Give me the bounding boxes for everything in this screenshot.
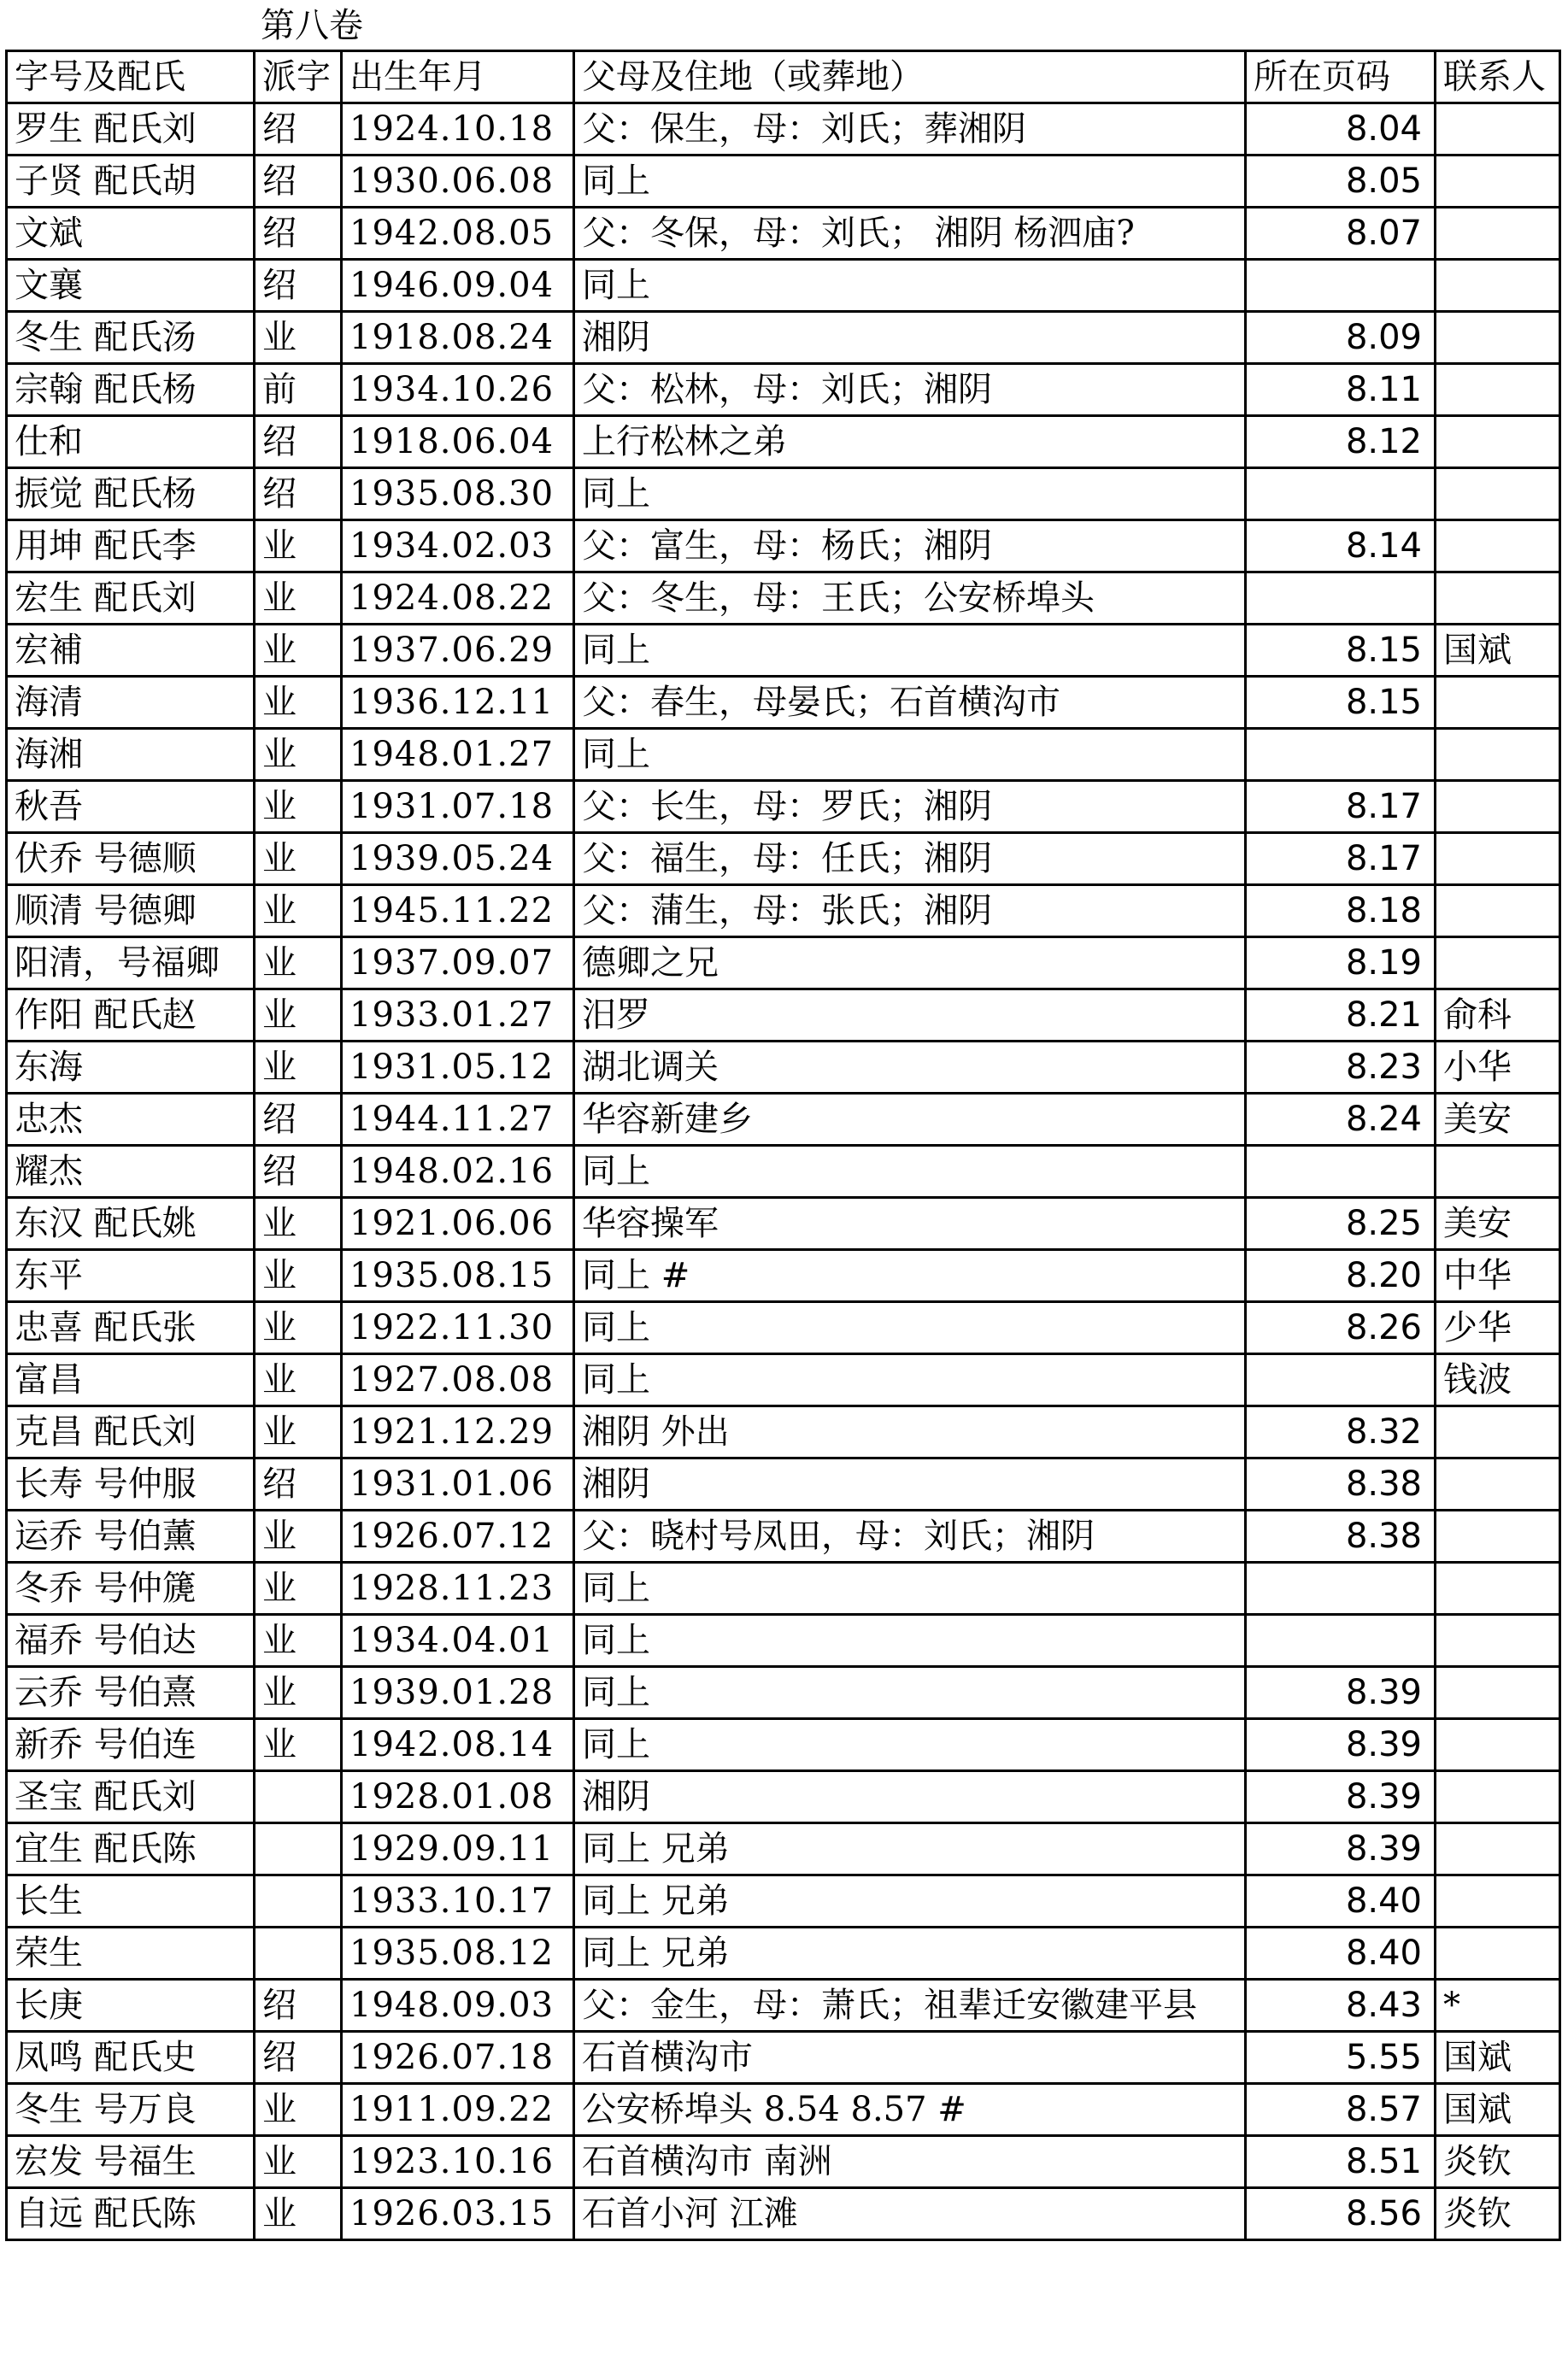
cell-name: 宏发 号福生 xyxy=(7,2136,255,2188)
cell-parents-residence: 同上 兄弟 xyxy=(574,1928,1246,1980)
cell-birth-date: 1921.12.29 xyxy=(342,1406,574,1458)
cell-parents-residence: 父：长生，母：罗氏；湘阴 xyxy=(574,781,1246,833)
cell-birth-date: 1924.08.22 xyxy=(342,572,574,625)
table-row xyxy=(7,937,1560,989)
cell-contact xyxy=(1436,1146,1560,1198)
table-row xyxy=(7,1406,1560,1458)
cell-name: 云乔 号伯熹 xyxy=(7,1667,255,1719)
table-row xyxy=(7,1511,1560,1563)
cell-name: 耀杰 xyxy=(7,1146,255,1198)
cell-generation-char: 绍 xyxy=(255,1980,342,2032)
cell-contact xyxy=(1436,1771,1560,1823)
cell-page-number xyxy=(1246,1354,1436,1406)
cell-birth-date: 1918.06.04 xyxy=(342,416,574,468)
cell-contact xyxy=(1436,1875,1560,1928)
cell-generation-char: 业 xyxy=(255,1511,342,1563)
cell-parents-residence: 同上 xyxy=(574,729,1246,781)
cell-birth-date: 1929.09.11 xyxy=(342,1823,574,1875)
cell-parents-residence: 石首小河 江滩 xyxy=(574,2188,1246,2240)
cell-birth-date: 1911.09.22 xyxy=(342,2084,574,2136)
cell-name: 冬生 配氏汤 xyxy=(7,312,255,364)
cell-parents-residence: 同上 xyxy=(574,1667,1246,1719)
volume-title: 第八卷 xyxy=(261,6,363,45)
cell-contact: 国斌 xyxy=(1436,625,1560,677)
cell-page-number xyxy=(1246,1146,1436,1198)
cell-contact xyxy=(1436,1719,1560,1771)
cell-parents-residence: 同上 兄弟 xyxy=(574,1875,1246,1928)
cell-generation-char: 业 xyxy=(255,677,342,729)
cell-parents-residence: 公安桥埠头 8.54 8.57 # xyxy=(574,2084,1246,2136)
cell-name: 冬生 号万良 xyxy=(7,2084,255,2136)
cell-contact xyxy=(1436,781,1560,833)
table-row xyxy=(7,1146,1560,1198)
cell-birth-date: 1937.09.07 xyxy=(342,937,574,989)
cell-parents-residence: 父：晓村号凤田，母：刘氏；湘阴 xyxy=(574,1511,1246,1563)
table-row xyxy=(7,989,1560,1042)
cell-birth-date: 1931.01.06 xyxy=(342,1458,574,1511)
cell-page-number: 8.38 xyxy=(1246,1458,1436,1511)
cell-contact xyxy=(1436,312,1560,364)
cell-page-number: 8.39 xyxy=(1246,1823,1436,1875)
cell-contact: 钱波 xyxy=(1436,1354,1560,1406)
table-row xyxy=(7,1458,1560,1511)
cell-generation-char: 绍 xyxy=(255,1094,342,1146)
table-row xyxy=(7,364,1560,416)
cell-contact: 炎钦 xyxy=(1436,2136,1560,2188)
cell-generation-char: 业 xyxy=(255,729,342,781)
table-row xyxy=(7,1354,1560,1406)
cell-contact xyxy=(1436,1823,1560,1875)
cell-contact xyxy=(1436,520,1560,572)
cell-parents-residence: 父：富生，母：杨氏；湘阴 xyxy=(574,520,1246,572)
cell-birth-date: 1922.11.30 xyxy=(342,1302,574,1354)
cell-name: 海清 xyxy=(7,677,255,729)
cell-page-number: 8.39 xyxy=(1246,1667,1436,1719)
cell-name: 自远 配氏陈 xyxy=(7,2188,255,2240)
header-parents-residence: 父母及住地（或葬地） xyxy=(574,51,1246,103)
table-row xyxy=(7,1823,1560,1875)
cell-generation-char: 业 xyxy=(255,833,342,885)
cell-parents-residence: 石首横沟市 xyxy=(574,2032,1246,2084)
cell-contact xyxy=(1436,416,1560,468)
table-row xyxy=(7,1980,1560,2032)
cell-page-number xyxy=(1246,729,1436,781)
table-row xyxy=(7,2188,1560,2240)
cell-generation-char: 业 xyxy=(255,625,342,677)
cell-parents-residence: 湘阴 xyxy=(574,312,1246,364)
cell-contact xyxy=(1436,1563,1560,1615)
cell-birth-date: 1926.03.15 xyxy=(342,2188,574,2240)
cell-birth-date: 1945.11.22 xyxy=(342,885,574,937)
cell-page-number: 8.19 xyxy=(1246,937,1436,989)
cell-generation-char: 业 xyxy=(255,937,342,989)
cell-birth-date: 1931.07.18 xyxy=(342,781,574,833)
cell-name: 阳清，号福卿 xyxy=(7,937,255,989)
cell-name: 文斌 xyxy=(7,208,255,260)
header-name: 字号及配氏 xyxy=(7,51,255,103)
cell-page-number: 8.39 xyxy=(1246,1719,1436,1771)
cell-birth-date: 1928.01.08 xyxy=(342,1771,574,1823)
cell-name: 振觉 配氏杨 xyxy=(7,468,255,520)
table-row xyxy=(7,1928,1560,1980)
cell-generation-char: 绍 xyxy=(255,468,342,520)
cell-generation-char: 绍 xyxy=(255,416,342,468)
cell-page-number: 8.04 xyxy=(1246,103,1436,156)
cell-name: 长庚 xyxy=(7,1980,255,2032)
cell-page-number: 8.05 xyxy=(1246,156,1436,208)
cell-generation-char: 绍 xyxy=(255,260,342,312)
cell-generation-char: 业 xyxy=(255,2084,342,2136)
cell-name: 秋吾 xyxy=(7,781,255,833)
cell-parents-residence: 父：金生，母：萧氏；祖辈迁安徽建平县 xyxy=(574,1980,1246,2032)
cell-contact: 国斌 xyxy=(1436,2032,1560,2084)
table-row xyxy=(7,312,1560,364)
cell-contact xyxy=(1436,208,1560,260)
cell-contact xyxy=(1436,156,1560,208)
cell-parents-residence: 同上 xyxy=(574,1719,1246,1771)
cell-parents-residence: 父：福生，母：任氏；湘阴 xyxy=(574,833,1246,885)
cell-parents-residence: 同上 xyxy=(574,1146,1246,1198)
cell-generation-char: 业 xyxy=(255,781,342,833)
cell-name: 宗翰 配氏杨 xyxy=(7,364,255,416)
cell-birth-date: 1930.06.08 xyxy=(342,156,574,208)
cell-birth-date: 1934.02.03 xyxy=(342,520,574,572)
cell-contact: 美安 xyxy=(1436,1198,1560,1250)
cell-page-number: 8.15 xyxy=(1246,625,1436,677)
cell-parents-residence: 父：保生，母：刘氏；葬湘阴 xyxy=(574,103,1246,156)
cell-birth-date: 1937.06.29 xyxy=(342,625,574,677)
cell-birth-date: 1944.11.27 xyxy=(342,1094,574,1146)
cell-generation-char: 业 xyxy=(255,1615,342,1667)
cell-generation-char: 业 xyxy=(255,1042,342,1094)
cell-birth-date: 1935.08.30 xyxy=(342,468,574,520)
cell-generation-char: 前 xyxy=(255,364,342,416)
cell-contact xyxy=(1436,885,1560,937)
cell-name: 文襄 xyxy=(7,260,255,312)
cell-page-number: 8.51 xyxy=(1246,2136,1436,2188)
table-row xyxy=(7,2084,1560,2136)
cell-parents-residence: 同上 # xyxy=(574,1250,1246,1302)
cell-name: 仕和 xyxy=(7,416,255,468)
cell-birth-date: 1948.01.27 xyxy=(342,729,574,781)
cell-page-number xyxy=(1246,572,1436,625)
cell-birth-date: 1948.09.03 xyxy=(342,1980,574,2032)
table-row xyxy=(7,781,1560,833)
cell-generation-char: 业 xyxy=(255,1354,342,1406)
cell-birth-date: 1928.11.23 xyxy=(342,1563,574,1615)
cell-birth-date: 1946.09.04 xyxy=(342,260,574,312)
cell-name: 新乔 号伯连 xyxy=(7,1719,255,1771)
table-row xyxy=(7,572,1560,625)
cell-contact: 中华 xyxy=(1436,1250,1560,1302)
cell-contact: 炎钦 xyxy=(1436,2188,1560,2240)
cell-name: 顺清 号德卿 xyxy=(7,885,255,937)
cell-page-number: 8.56 xyxy=(1246,2188,1436,2240)
cell-contact xyxy=(1436,572,1560,625)
cell-generation-char: 业 xyxy=(255,1250,342,1302)
cell-generation-char: 业 xyxy=(255,1302,342,1354)
cell-name: 子贤 配氏胡 xyxy=(7,156,255,208)
cell-generation-char: 业 xyxy=(255,1719,342,1771)
table-row xyxy=(7,2136,1560,2188)
cell-birth-date: 1918.08.24 xyxy=(342,312,574,364)
cell-contact xyxy=(1436,1458,1560,1511)
cell-birth-date: 1948.02.16 xyxy=(342,1146,574,1198)
cell-generation-char: 业 xyxy=(255,520,342,572)
cell-generation-char: 绍 xyxy=(255,1458,342,1511)
cell-parents-residence: 父：春生，母晏氏；石首横沟市 xyxy=(574,677,1246,729)
genealogy-table xyxy=(5,50,1561,2241)
cell-page-number: 8.17 xyxy=(1246,781,1436,833)
cell-parents-residence: 同上 xyxy=(574,1302,1246,1354)
cell-name: 富昌 xyxy=(7,1354,255,1406)
cell-page-number: 8.23 xyxy=(1246,1042,1436,1094)
cell-contact xyxy=(1436,1667,1560,1719)
cell-generation-char: 业 xyxy=(255,1406,342,1458)
cell-page-number: 8.14 xyxy=(1246,520,1436,572)
cell-generation-char: 业 xyxy=(255,1563,342,1615)
cell-parents-residence: 同上 xyxy=(574,1354,1246,1406)
cell-generation-char: 绍 xyxy=(255,208,342,260)
table-row xyxy=(7,1563,1560,1615)
table-row xyxy=(7,1615,1560,1667)
cell-birth-date: 1942.08.14 xyxy=(342,1719,574,1771)
cell-birth-date: 1935.08.15 xyxy=(342,1250,574,1302)
cell-page-number: 5.55 xyxy=(1246,2032,1436,2084)
table-row xyxy=(7,1875,1560,1928)
cell-birth-date: 1926.07.18 xyxy=(342,2032,574,2084)
cell-name: 克昌 配氏刘 xyxy=(7,1406,255,1458)
cell-generation-char: 业 xyxy=(255,312,342,364)
cell-generation-char: 业 xyxy=(255,1198,342,1250)
cell-name: 长生 xyxy=(7,1875,255,1928)
cell-birth-date: 1924.10.18 xyxy=(342,103,574,156)
cell-parents-residence: 同上 xyxy=(574,468,1246,520)
cell-generation-char xyxy=(255,1928,342,1980)
cell-parents-residence: 湘阴 xyxy=(574,1771,1246,1823)
cell-page-number: 8.40 xyxy=(1246,1928,1436,1980)
table-row xyxy=(7,468,1560,520)
cell-parents-residence: 汨罗 xyxy=(574,989,1246,1042)
cell-contact xyxy=(1436,468,1560,520)
cell-birth-date: 1939.05.24 xyxy=(342,833,574,885)
table-row xyxy=(7,208,1560,260)
cell-generation-char: 绍 xyxy=(255,2032,342,2084)
cell-contact xyxy=(1436,1928,1560,1980)
table-row xyxy=(7,833,1560,885)
cell-name: 东平 xyxy=(7,1250,255,1302)
header-contact: 联系人 xyxy=(1436,51,1560,103)
cell-name: 福乔 号伯达 xyxy=(7,1615,255,1667)
cell-page-number: 8.11 xyxy=(1246,364,1436,416)
table-row xyxy=(7,260,1560,312)
cell-page-number xyxy=(1246,1615,1436,1667)
cell-page-number: 8.40 xyxy=(1246,1875,1436,1928)
cell-page-number: 8.32 xyxy=(1246,1406,1436,1458)
cell-generation-char: 绍 xyxy=(255,156,342,208)
cell-parents-residence: 同上 xyxy=(574,625,1246,677)
header-generation-char: 派字 xyxy=(255,51,342,103)
cell-contact xyxy=(1436,1511,1560,1563)
cell-generation-char xyxy=(255,1771,342,1823)
cell-page-number: 8.20 xyxy=(1246,1250,1436,1302)
table-row xyxy=(7,729,1560,781)
cell-birth-date: 1933.01.27 xyxy=(342,989,574,1042)
cell-name: 东海 xyxy=(7,1042,255,1094)
cell-birth-date: 1939.01.28 xyxy=(342,1667,574,1719)
cell-name: 圣宝 配氏刘 xyxy=(7,1771,255,1823)
cell-birth-date: 1926.07.12 xyxy=(342,1511,574,1563)
cell-contact: 小华 xyxy=(1436,1042,1560,1094)
cell-generation-char: 业 xyxy=(255,989,342,1042)
table-row xyxy=(7,885,1560,937)
table-row xyxy=(7,1667,1560,1719)
cell-name: 运乔 号伯薰 xyxy=(7,1511,255,1563)
cell-page-number: 8.07 xyxy=(1246,208,1436,260)
cell-contact: 少华 xyxy=(1436,1302,1560,1354)
cell-birth-date: 1927.08.08 xyxy=(342,1354,574,1406)
table-row xyxy=(7,1719,1560,1771)
cell-birth-date: 1923.10.16 xyxy=(342,2136,574,2188)
cell-name: 宏補 xyxy=(7,625,255,677)
cell-parents-residence: 华容操军 xyxy=(574,1198,1246,1250)
cell-parents-residence: 湘阴 xyxy=(574,1458,1246,1511)
table-row xyxy=(7,1771,1560,1823)
cell-name: 罗生 配氏刘 xyxy=(7,103,255,156)
table-row xyxy=(7,416,1560,468)
cell-generation-char xyxy=(255,1875,342,1928)
table-row xyxy=(7,1250,1560,1302)
cell-parents-residence: 石首横沟市 南洲 xyxy=(574,2136,1246,2188)
cell-page-number xyxy=(1246,260,1436,312)
cell-parents-residence: 湘阴 外出 xyxy=(574,1406,1246,1458)
table-row xyxy=(7,2032,1560,2084)
cell-page-number: 8.24 xyxy=(1246,1094,1436,1146)
cell-birth-date: 1934.10.26 xyxy=(342,364,574,416)
cell-generation-char: 业 xyxy=(255,885,342,937)
cell-page-number: 8.15 xyxy=(1246,677,1436,729)
table-row xyxy=(7,156,1560,208)
table-row xyxy=(7,103,1560,156)
cell-page-number xyxy=(1246,1563,1436,1615)
cell-birth-date: 1942.08.05 xyxy=(342,208,574,260)
cell-contact: 俞科 xyxy=(1436,989,1560,1042)
cell-parents-residence: 上行松林之弟 xyxy=(574,416,1246,468)
cell-parents-residence: 父：蒲生，母：张氏；湘阴 xyxy=(574,885,1246,937)
cell-parents-residence: 同上 xyxy=(574,156,1246,208)
cell-name: 长寿 号仲服 xyxy=(7,1458,255,1511)
cell-name: 海湘 xyxy=(7,729,255,781)
table-row xyxy=(7,520,1560,572)
cell-name: 荣生 xyxy=(7,1928,255,1980)
cell-parents-residence: 父：冬保，母：刘氏； 湘阴 杨泗庙? xyxy=(574,208,1246,260)
cell-birth-date: 1931.05.12 xyxy=(342,1042,574,1094)
cell-contact xyxy=(1436,364,1560,416)
cell-birth-date: 1933.10.17 xyxy=(342,1875,574,1928)
header-page-number: 所在页码 xyxy=(1246,51,1436,103)
cell-contact xyxy=(1436,833,1560,885)
cell-parents-residence: 华容新建乡 xyxy=(574,1094,1246,1146)
cell-page-number xyxy=(1246,468,1436,520)
cell-parents-residence: 同上 兄弟 xyxy=(574,1823,1246,1875)
cell-parents-residence: 同上 xyxy=(574,1615,1246,1667)
cell-page-number: 8.21 xyxy=(1246,989,1436,1042)
cell-contact xyxy=(1436,1406,1560,1458)
cell-generation-char: 绍 xyxy=(255,103,342,156)
cell-parents-residence: 父：冬生，母：王氏；公安桥埠头 xyxy=(574,572,1246,625)
cell-name: 冬乔 号仲篪 xyxy=(7,1563,255,1615)
cell-birth-date: 1921.06.06 xyxy=(342,1198,574,1250)
cell-birth-date: 1936.12.11 xyxy=(342,677,574,729)
table-row xyxy=(7,1302,1560,1354)
cell-generation-char: 绍 xyxy=(255,1146,342,1198)
cell-parents-residence: 同上 xyxy=(574,1563,1246,1615)
cell-parents-residence: 德卿之兄 xyxy=(574,937,1246,989)
table-row xyxy=(7,1094,1560,1146)
cell-page-number: 8.39 xyxy=(1246,1771,1436,1823)
cell-contact: 国斌 xyxy=(1436,2084,1560,2136)
cell-page-number: 8.57 xyxy=(1246,2084,1436,2136)
cell-generation-char xyxy=(255,1823,342,1875)
cell-name: 作阳 配氏赵 xyxy=(7,989,255,1042)
cell-name: 伏乔 号德顺 xyxy=(7,833,255,885)
cell-name: 凤鸣 配氏史 xyxy=(7,2032,255,2084)
cell-name: 忠喜 配氏张 xyxy=(7,1302,255,1354)
cell-name: 忠杰 xyxy=(7,1094,255,1146)
cell-contact xyxy=(1436,1615,1560,1667)
cell-contact xyxy=(1436,103,1560,156)
cell-page-number: 8.43 xyxy=(1246,1980,1436,2032)
cell-page-number: 8.38 xyxy=(1246,1511,1436,1563)
cell-page-number: 8.09 xyxy=(1246,312,1436,364)
cell-generation-char: 业 xyxy=(255,1667,342,1719)
header-birth-date: 出生年月 xyxy=(342,51,574,103)
cell-contact xyxy=(1436,677,1560,729)
table-row xyxy=(7,1042,1560,1094)
cell-name: 用坤 配氏李 xyxy=(7,520,255,572)
cell-page-number: 8.12 xyxy=(1246,416,1436,468)
cell-parents-residence: 同上 xyxy=(574,260,1246,312)
cell-contact xyxy=(1436,937,1560,989)
cell-page-number: 8.25 xyxy=(1246,1198,1436,1250)
cell-contact xyxy=(1436,729,1560,781)
cell-generation-char: 业 xyxy=(255,2136,342,2188)
cell-generation-char: 业 xyxy=(255,572,342,625)
cell-page-number: 8.18 xyxy=(1246,885,1436,937)
cell-contact: * xyxy=(1436,1980,1560,2032)
cell-name: 东汉 配氏姚 xyxy=(7,1198,255,1250)
cell-name: 宜生 配氏陈 xyxy=(7,1823,255,1875)
cell-birth-date: 1934.04.01 xyxy=(342,1615,574,1667)
cell-page-number: 8.26 xyxy=(1246,1302,1436,1354)
cell-generation-char: 业 xyxy=(255,2188,342,2240)
cell-parents-residence: 父：松林，母：刘氏；湘阴 xyxy=(574,364,1246,416)
table-row xyxy=(7,1198,1560,1250)
cell-page-number: 8.17 xyxy=(1246,833,1436,885)
cell-birth-date: 1935.08.12 xyxy=(342,1928,574,1980)
cell-contact: 美安 xyxy=(1436,1094,1560,1146)
cell-parents-residence: 湖北调关 xyxy=(574,1042,1246,1094)
table-row xyxy=(7,625,1560,677)
cell-name: 宏生 配氏刘 xyxy=(7,572,255,625)
cell-contact xyxy=(1436,260,1560,312)
header-row xyxy=(7,51,1560,103)
table-row xyxy=(7,677,1560,729)
